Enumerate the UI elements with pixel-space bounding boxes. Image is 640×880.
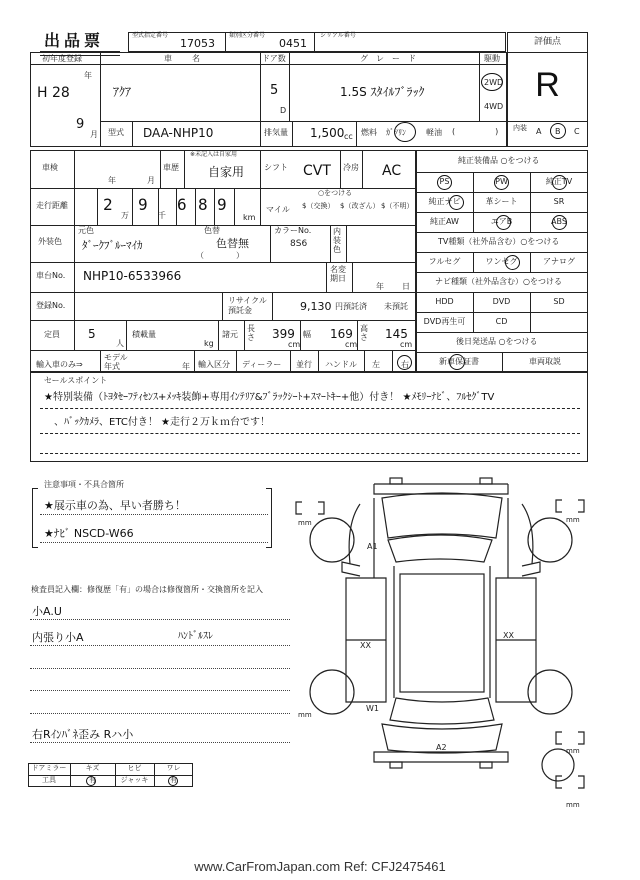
later-warranty-circle [449,354,465,370]
shift-value: CVT [303,163,331,179]
key-scratch: キズ [85,764,100,772]
tv-oneseg: ワンセグ [485,257,518,266]
std-equipment-label: 純正装備品 ○をつける [458,156,540,165]
drive-label: 駆動 [484,54,500,63]
parallel-option: 並行 [296,360,312,369]
first-reg-label: 初年度登録 [42,54,82,63]
shift-label: シフト [264,163,288,172]
fuel-label: 燃料 [361,128,377,137]
inspector-line-2b: ﾊﾝﾄﾞﾙｽﾚ [178,631,213,642]
color-label: 色替 [204,226,220,235]
equip-navi: 純正ナビ [428,197,461,206]
length-label: 長さ [247,324,255,342]
era: H 28 [37,85,70,101]
inspector-line-2a: 内張り小A [32,631,84,644]
class-no: 0451 [279,37,307,50]
equip-abs: ABS [551,217,567,226]
import-type-label: 輸入区分 [198,360,230,369]
inspector-line-1: 小A.U [32,605,62,618]
interior-c: C [574,127,580,136]
recycle-label: リサイクル預託金 [228,296,267,315]
interior-color-label: 内装色 [333,227,341,254]
score-label: 評価点 [533,37,561,47]
color-repaint: 色替無 [216,237,249,250]
key-jack-value: 有 [170,776,177,784]
equip-tv-circle [552,175,567,190]
interior-a: A [536,127,542,136]
capacity-value: 5 [88,327,96,341]
model-year-unit: 年 [182,362,190,371]
dealer-option: ディーラー [242,360,282,369]
class-no-label: 類別区分番号 [229,32,266,39]
month-unit: 月 [90,130,98,139]
recycle-value: 9,130 [300,300,332,313]
chassis-value: NHP10-6533966 [83,269,182,283]
key-tools-value: 有 [89,776,96,784]
sales-line-1: ★特別装備（ﾄﾖﾀｾｰﾌﾃｨｾﾝｽ+ﾒｯｷ装飾+専用ｲﾝﾃﾘｱ&ﾌﾞﾗｯｸｼｰﾄ+ｽﾏｰﾄｷｰ+他）付き！ ★ﾒﾓﾘｰﾅﾋﾞ、ﾌﾙｾｸﾞTV [44,392,495,403]
mileage-digit-1: 2 [103,195,113,214]
reg-label: 登録No. [36,301,66,310]
diagram-a1: A1 [367,542,378,551]
height-value: 145 [385,327,408,341]
name-change-year: 年 [376,282,384,291]
diagram-xx-left: XX [360,641,371,650]
reg-month: 9 [76,117,85,132]
recycle-unpaid: 未預託 [384,302,408,311]
meter-unknown: $（不明） [381,202,414,210]
color-paren: （ ） [196,251,244,260]
equip-aw: 純正AW [430,217,459,226]
fuel-diesel: 軽油 [426,128,442,137]
year-unit: 年 [84,71,92,80]
height-label: 高さ [360,324,368,342]
equip-leather: 革シート [485,197,518,206]
exterior-label: 外装色 [38,237,62,246]
diagram-a2: A2 [436,743,447,752]
nav-dvd-play: DVD再生可 [423,317,466,326]
mileage-label: 走行距離 [36,201,68,210]
grade-value: 1.5S ｽﾀｲﾙﾌﾞﾗｯｸ [340,85,425,99]
nav-sd: SD [553,297,565,306]
mm-spare: mm [566,801,580,809]
tv-type-label: TV種類（社外品含む）○をつける [438,237,560,246]
kg-unit: kg [204,339,214,348]
handle-left: 左 [372,360,380,369]
page-title: 出品票 [44,31,105,50]
doors-sub: D [280,106,287,115]
doors-value: 5 [270,83,279,98]
capacity-label: 定員 [44,330,60,339]
use-value: 自家用 [208,165,245,179]
mileage-digit-4: 8 [198,195,208,214]
mile-label: マイル [266,205,290,214]
equip-ps: PS [439,177,450,186]
mm-rear-right: mm [566,747,580,755]
cc-unit: cc [344,132,353,141]
shaken-year: 年 [108,176,116,185]
notes-line-2: ★ﾅﾋﾞ NSCD-W66 [44,527,134,540]
mm-rear-left: mm [298,711,312,719]
recycle-unit: 円預託済 [335,302,367,311]
shaken-label: 車検 [42,163,58,172]
orig-color-label: 元色 [78,226,94,235]
mm-front-left: mm [298,519,312,527]
width-cm: cm [345,340,358,349]
mm-front-right: mm [566,516,580,524]
orig-color: ﾀﾞｰｸﾌﾞﾙｰﾏｲｶ [82,239,143,252]
nav-dvd: DVD [492,297,511,306]
mileage-digit-5: 9 [217,195,227,214]
equip-navi-circle [449,195,464,210]
footer-watermark: www.CarFromJapan.com Ref: CFJ2475461 [194,859,446,874]
serial-label: シリアル番号 [320,32,356,39]
sales-line-2: 、ﾊﾞｯｸｶﾒﾗ、ETC付き！ ★走行２万ｋｍ台です！ [54,417,270,428]
ac-value: AC [382,163,402,179]
equip-airbag: エアB [490,217,513,226]
meter-note: ○をつける [318,189,353,197]
load-label: 積載量 [132,330,156,339]
interior-b-circle [550,123,566,139]
man-unit: 万 [121,211,129,220]
notes-label: 注意事項・不具合箇所 [44,480,124,489]
model-year-label: モデル年式 [104,353,128,371]
handle-label: ハンドル [325,360,357,369]
fuel-gas: ｶﾞｿﾘﾝ [386,128,406,137]
dims-label: 諸元 [222,330,238,339]
ac-label: 冷房 [343,163,359,172]
equip-abs-circle [552,215,567,230]
diagram-w1: W1 [366,704,379,713]
car-damage-diagram [290,470,590,815]
key-crack: ヒビ [127,764,142,772]
key-break: ワレ [166,764,181,772]
length-cm: cm [288,340,301,349]
type-value: DAA-NHP10 [143,126,214,140]
later-label: 後日発送品 ○をつける [456,337,538,346]
equip-airbag-circle [496,215,511,230]
color-no-label: カラーNo. [274,226,312,235]
tv-analog: アナログ [543,257,575,266]
inspector-line-3: 右Rｲﾝﾊﾞﾈ歪み Rハ小 [32,728,134,741]
height-cm: cm [400,340,413,349]
drive-2wd-circle [481,73,503,91]
nav-cd: CD [495,317,508,326]
sen-unit: 千 [158,211,166,220]
equip-sr: SR [553,197,565,206]
handle-right: 右 [401,360,409,369]
drive-4wd: 4WD [484,102,504,111]
equip-pw: PW [495,177,508,186]
interior-b: B [555,127,561,136]
model-no: 17053 [180,37,215,50]
equip-ps-circle [437,175,452,190]
displacement-value: 1,500 [310,126,345,140]
meter-exchanged: $（交換） [302,202,335,210]
doors-label: ドア数 [262,54,286,63]
key-mirror: ドアミラー [31,764,67,772]
car-name-label: 車名 [164,54,220,63]
use-note: ※未記入は自家用 [190,151,238,158]
nav-hdd: HDD [435,297,454,306]
shaken-month: 月 [147,176,155,185]
name-change-day: 日 [402,282,410,291]
mileage-digit-3: 6 [177,195,187,214]
length-value: 399 [272,327,295,341]
later-manual: 車両取説 [529,357,561,366]
type-label: 型式 [108,128,124,137]
km-unit: km [243,213,256,222]
handle-right-circle [397,355,412,370]
drive-2wd: 2WD [484,78,504,87]
tv-oneseg-circle [505,255,520,270]
sales-label: セールスポイント [44,376,108,385]
notes-line-1: ★展示車の為、早い者勝ち！ [44,499,186,512]
width-value: 169 [330,327,353,341]
equip-pw-circle [494,175,509,190]
inspector-label: 検査員記入欄：修復歴「有」の場合は修復箇所・交換箇所を記入 [31,585,263,594]
interior-label: 内装 [513,124,527,132]
equip-tv: 純正TV [545,177,573,186]
chassis-label: 車台No. [36,271,66,280]
diagram-xx-right: XX [503,631,514,640]
model-no-label: 型式指定番号 [132,32,169,39]
use-label: 車歴 [163,163,179,172]
person-unit: 人 [116,339,124,348]
nav-type-label: ナビ種類（社外品含む）○をつける [435,277,562,286]
score-value: R [535,66,560,104]
notes-bracket [32,488,38,548]
meter-altered: $（改ざん） [340,202,380,210]
car-name: ｱｸｱ [113,85,132,99]
grade-label: グレード [360,54,424,63]
key-jack: ジャッキ [120,776,149,784]
fuel-gas-circle [394,122,416,142]
import-label: 輸入車のみ⇒ [36,360,83,369]
key-tools: 工具 [42,776,56,784]
tv-fullseg: フルセグ [428,257,461,266]
later-warranty: 新車保証書 [439,357,479,366]
width-label: 幅 [303,330,311,339]
name-change-label: 名変期日 [330,265,346,283]
color-no: 8S6 [290,239,308,249]
displacement-label: 排気量 [264,128,288,137]
mileage-digit-2: 9 [138,195,148,214]
